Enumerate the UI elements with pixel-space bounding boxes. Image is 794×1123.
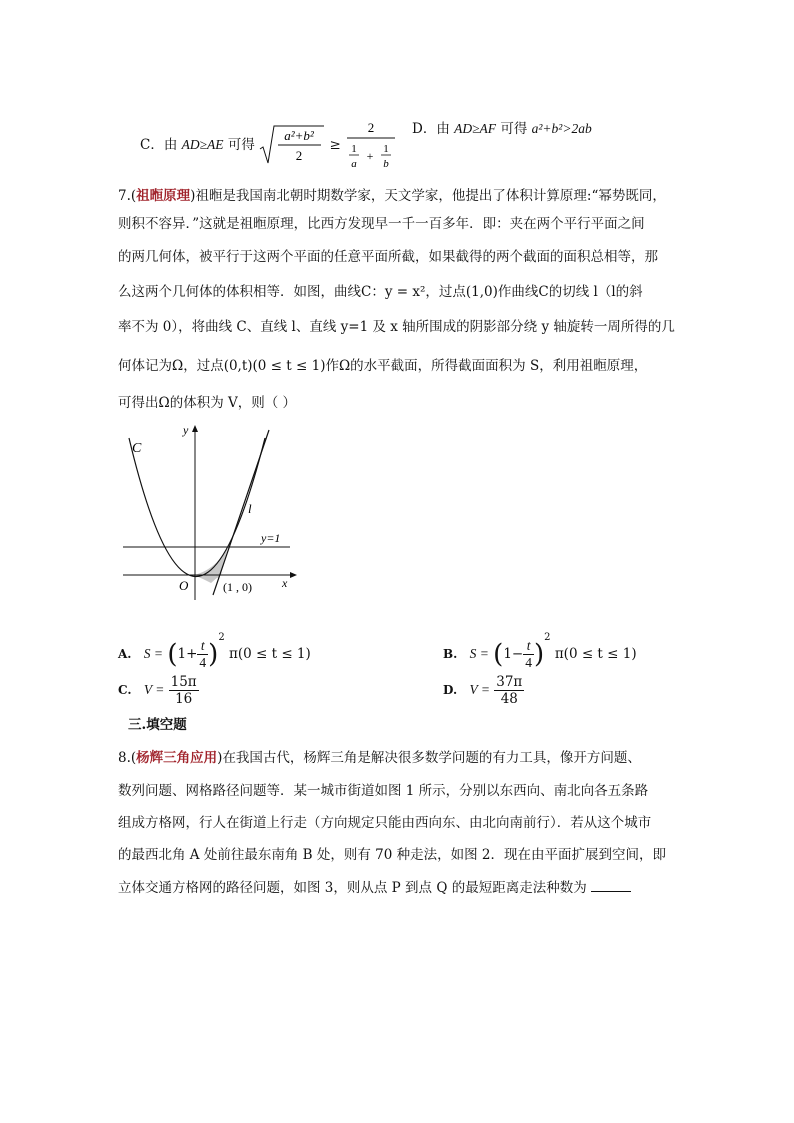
q6-option-c-label: C．由 [140,137,178,153]
q6-option-c-geq: ≥ [329,137,341,153]
q7-option-a-t: t [197,638,208,655]
parabola-curve-c [129,438,265,577]
q7-line-3: 的两几何体，被平行于这两个平面的任意平面所截，如果截得的两个截面的面积总相等，那 [118,249,658,265]
q7-line-4: 么这两个几何体的体积相等．如图，曲线C：y = x²，过点(1,0)作曲线C的切线 l（l的斜 [118,284,643,300]
q6-option-d-ineq: AD≥AF [454,121,497,136]
q7-text-1: 祖暅是我国南北朝时期数学家，天文学家，他提出了体积计算原理:“幂势既同， [195,188,666,204]
q7-option-a-label: A. [118,647,132,661]
q7-option-b-four: 4 [525,655,532,670]
q7-option-b-lhs: S = [469,646,489,661]
q6-option-d-label: D．由 [412,121,450,137]
y-axis-arrow-icon [192,425,198,432]
label-y: y [183,423,189,437]
label-c: C [132,441,142,456]
q7-option-d-den: 48 [500,691,518,707]
q7-option-c-num: 15π [170,674,197,690]
x-axis-arrow-icon [290,572,297,578]
section-heading-fill-blank: 三.填空题 [128,717,187,733]
q7-tag: 祖暅原理 [136,188,191,204]
q7-option-b-inner: 1− [503,646,524,662]
q6-option-d-text: 可得 [500,121,528,137]
q7-option-a-rest: π(0 ≤ t ≤ 1) [228,646,311,662]
q7-figure [115,420,305,605]
q8-answer-blank[interactable] [591,879,631,892]
q7-line-6: 何体记为Ω，过点(0,t)(0 ≤ t ≤ 1)作Ω的水平截面，所得截面面积为 S，利用祖暅原理， [118,358,648,374]
q8-line-1 [118,749,641,767]
q7-option-b-rest: π(0 ≤ t ≤ 1) [554,646,637,662]
q7-option-b-t: t [523,638,534,655]
q7-option-d-num: 37π [496,674,523,690]
q7-option-a-exp: 2 [218,632,225,643]
q7-option-b-exp: 2 [544,632,551,643]
svg-text:1: 1 [383,143,389,155]
q8-line-4: 的最西北角 A 处前往最东南角 B 处，则有 70 种走法，如图 2．现在由平面扩展到空间，即 [118,847,666,863]
q8-line-2: 数列问题、网格路径问题等．某一城市街道如图 1 所示，分别以东西向、南北向各五条路 [118,783,649,799]
q7-option-a-lhs: S = [143,646,164,661]
q8-line-3: 组成方格网，行人在街道上行走（方向规定只能由西向东、由北向南前行）．若从这个城市 [118,815,652,831]
q7-option-a-four: 4 [199,655,207,670]
q7-option-a-inner: 1+ [177,646,198,662]
q7-option-d-label: D. [443,683,458,697]
q8-tag: 杨辉三角应用 [136,750,218,766]
q6-option-c-sqrt [259,123,325,167]
q7-option-b-label: B. [443,647,458,661]
q6-option-c-ineq: AD≥AE [181,137,224,152]
sqrt-sign-icon [259,123,325,167]
q8-line-5 [118,879,631,897]
q8-text-5: 立体交通方格网的路径问题，如图 3，则从点 P 到点 Q 的最短距离走法种数为 [118,880,587,896]
q7-option-d [443,670,524,710]
q6-sqrt-den: 2 [295,148,303,163]
label-point: (1 , 0) [223,580,252,594]
q7-option-c-label: C. [118,683,132,697]
label-y1: y=1 [261,531,281,545]
q7-option-d-lhs: V = [469,682,490,697]
q8-close: ) [217,750,223,766]
q7-option-a: A. S = (1+ $\frac{t}{4}$ )$^2$ π(0 ≤ t ≤ 1) [118,632,311,670]
label-l: l [248,501,252,516]
q7-option-c [118,670,199,710]
label-origin: O [179,578,189,593]
q7-line-1 [118,187,666,205]
q6-sqrt-num: a²+b² [284,128,314,143]
q7-close: ) [190,188,196,204]
q7-line-7: 可得出Ω的体积为 V，则（ ） [118,395,297,411]
tangent-line-l [213,430,269,595]
q8-number: 8.( [118,750,137,766]
q6-option-c-frac [345,118,397,172]
svg-text:1: 1 [351,143,357,155]
q6-option-d-result: a²+b²>2ab [531,121,592,136]
q7-line-2: 则积不容异．”这就是祖暅原理，比西方发现早一千一百多年．即：夹在两个平行平面之间 [118,216,645,232]
q6-option-c [140,118,397,170]
q6-option-c-text: 可得 [227,137,255,153]
q6-frac-num: 2 [367,120,375,135]
svg-text:+: + [366,149,374,163]
q7-option-b: B. S = (1− $\frac{t}{4}$ )$^2$ π(0 ≤ t ≤ 1) [443,632,637,670]
svg-text:b: b [383,158,389,170]
q7-line-5: 率不为 0），将曲线 C、直线 l、直线 y=1 及 x 轴所围成的阴影部分绕 y 轴旋转一周所得的几 [118,319,675,335]
q6-harmonic-fraction [345,118,397,172]
label-x: x [282,576,288,590]
q7-option-c-lhs: V = [143,682,165,697]
q6-option-d [412,120,592,138]
svg-text:a: a [351,158,357,170]
q7-option-c-den: 16 [175,691,193,707]
q8-text-1: 在我国古代，杨辉三角是解决很多数学问题的有力工具，像开方问题、 [222,750,641,766]
q7-number: 7.( [118,188,137,204]
